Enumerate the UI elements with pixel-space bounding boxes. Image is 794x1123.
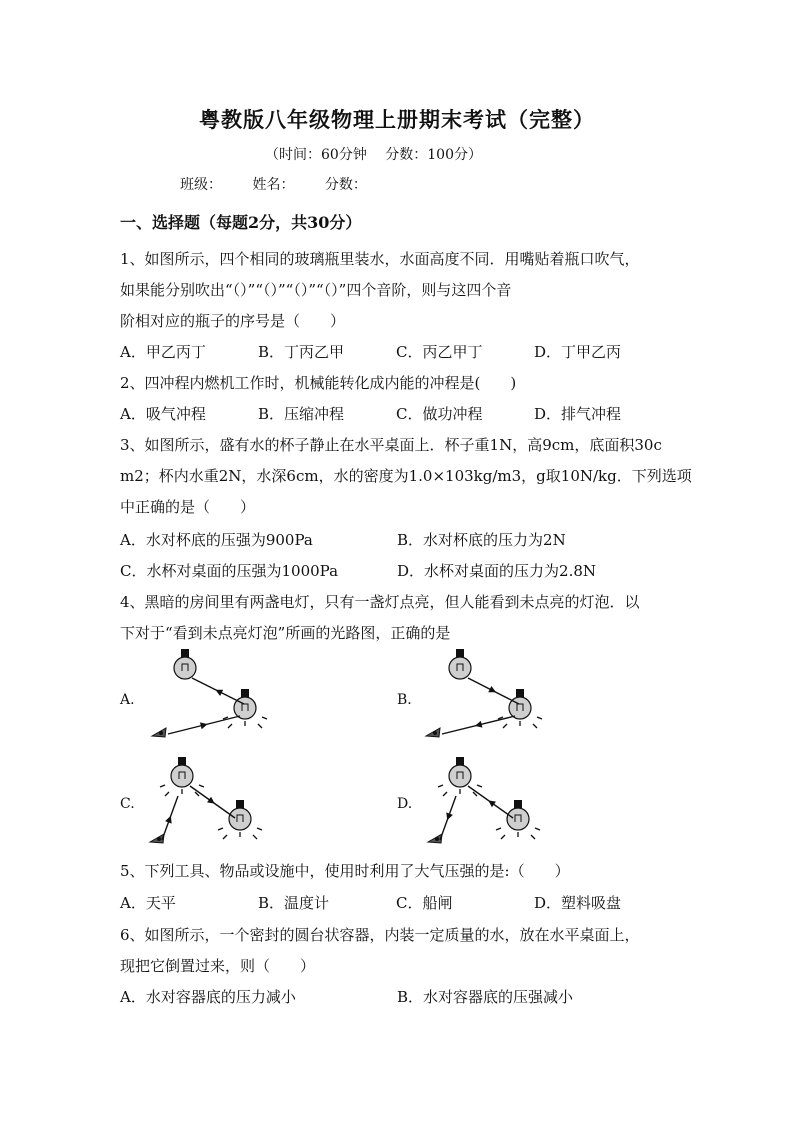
q1-option-d: D．丁甲乙丙 — [534, 343, 622, 361]
lit-bulb — [223, 689, 267, 728]
arrow-head — [207, 797, 215, 804]
q5-option-d: D．塑料吸盘 — [534, 894, 622, 912]
light-path-diagram-a — [140, 648, 290, 748]
eye-icon — [152, 728, 166, 737]
lit-bulb — [498, 689, 542, 728]
unlit-bulb — [449, 649, 471, 679]
q6-line-1: 6、如图所示，一个密封的圆台状容器，内装一定质量的水，放在水平桌面上， — [120, 926, 640, 944]
class-label: 班级： — [180, 177, 222, 193]
fig-label-d: D. — [397, 796, 413, 812]
page-title: 粤教版八年级物理上册期末考试（完整） — [199, 107, 595, 132]
q1-option-b: B．丁丙乙甲 — [258, 343, 345, 361]
fig-label-b: B. — [397, 692, 412, 708]
exam-time-score: （时间：60分钟 分数：100分） — [265, 147, 482, 163]
q1-option-a: A．甲乙丙丁 — [120, 343, 206, 361]
name-label: 姓名： — [252, 177, 295, 193]
q4-line-1: 4、黑暗的房间里有两盏电灯，只有一盏灯点亮，但人能看到未点亮的灯泡．以 — [120, 593, 640, 611]
q3-option-a: A．水对杯底的压强为900Pa — [120, 531, 313, 549]
q3-option-b: B．水对杯底的压力为2N — [397, 531, 566, 549]
q3-line-1: 3、如图所示，盛有水的杯子静止在水平桌面上．杯子重1N，高9cm，底面积30c — [120, 436, 662, 454]
fig-label-a: A. — [120, 692, 135, 708]
q1-line-1: 1、如图所示，四个相同的玻璃瓶里装水，水面高度不同．用嘴贴着瓶口吹气， — [120, 250, 640, 268]
q1-line-2: 如果能分别吹出“（）”“（）”“（）”“（）”四个音阶，则与这四个音 — [120, 281, 512, 299]
q6-line-2: 现把它倒置过来，则（ ） — [120, 957, 316, 975]
lit-bulb — [160, 757, 204, 796]
fig-label-c: C. — [120, 796, 135, 812]
q2-option-c: C．做功冲程 — [396, 405, 483, 423]
light-path-diagram-b — [418, 648, 568, 748]
q3-line-3: 中正确的是（ ） — [120, 498, 256, 516]
student-info — [180, 174, 393, 194]
light-path-diagram-c — [140, 756, 290, 856]
lit-bulb — [438, 757, 482, 796]
q2-line-1: 2、四冲程内燃机工作时，机械能转化成内能的冲程是( ) — [120, 374, 517, 392]
arrow-head — [200, 722, 208, 729]
q3-option-c: C．水杯对桌面的压强为1000Pa — [120, 562, 339, 580]
score-label: 分数： — [324, 177, 367, 193]
q2-option-a: A．吸气冲程 — [120, 405, 206, 423]
q3-line-2: m2；杯内水重2N，水深6cm，水的密度为1.0×103kg/m3，g取10N/kg．下列选项 — [120, 467, 692, 485]
q5-option-a: A．天平 — [120, 894, 176, 912]
q6-option-a: A．水对容器底的压力减小 — [120, 988, 296, 1006]
q5-option-b: B．温度计 — [258, 894, 330, 912]
q2-option-b: B．压缩冲程 — [258, 405, 345, 423]
q1-option-c: C．丙乙甲丁 — [396, 343, 483, 361]
arrow-head — [488, 800, 496, 807]
q3-option-d: D．水杯对桌面的压力为2.8N — [397, 562, 597, 580]
unlit-bulb — [174, 649, 196, 679]
eye-icon — [426, 728, 440, 737]
q5-option-c: C．船闸 — [396, 894, 453, 912]
q1-line-3: 阶相对应的瓶子的序号是（ ） — [120, 312, 346, 330]
lit-bulb — [496, 800, 540, 839]
q2-option-d: D．排气冲程 — [534, 405, 622, 423]
lit-bulb — [218, 800, 262, 839]
light-path-diagram-d — [418, 756, 568, 856]
q5-line-1: 5、下列工具、物品或设施中，使用时利用了大气压强的是:（ ） — [120, 862, 570, 880]
q4-line-2: 下对于“看到未点亮灯泡”所画的光路图，正确的是 — [120, 624, 451, 642]
section-heading: 一、选择题（每题2分，共30分） — [120, 213, 362, 232]
arrow-head — [475, 721, 483, 728]
q6-option-b: B．水对容器底的压强减小 — [397, 988, 574, 1006]
